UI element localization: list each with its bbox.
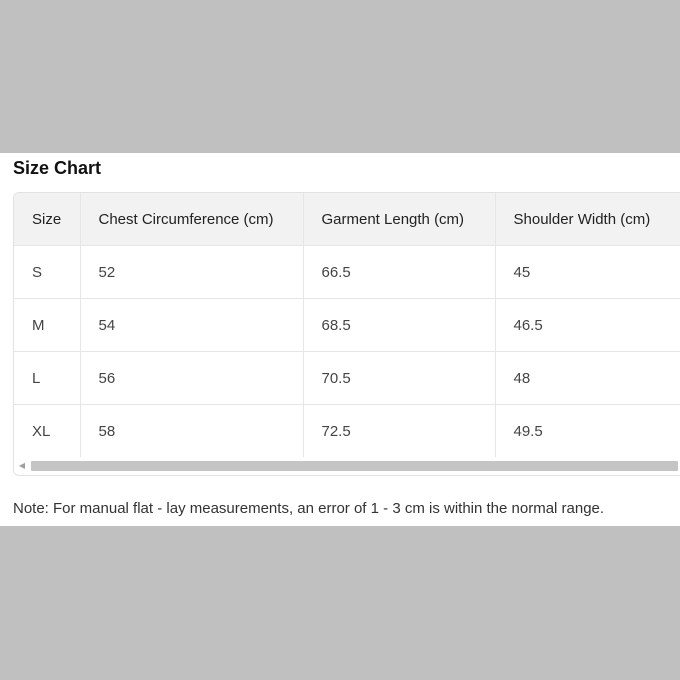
cell-shoulder: 46.5 <box>495 299 680 352</box>
cell-length: 72.5 <box>303 405 495 458</box>
table-row <box>14 299 680 352</box>
cell-size: S <box>14 246 80 299</box>
size-table <box>14 193 680 457</box>
header-garment-length: Garment Length (cm) <box>303 193 495 246</box>
cell-shoulder: 45 <box>495 246 680 299</box>
cell-length: 70.5 <box>303 352 495 405</box>
cell-chest: 56 <box>80 352 303 405</box>
size-table-container[interactable] <box>13 192 680 476</box>
table-header-row <box>14 193 680 246</box>
cell-length: 68.5 <box>303 299 495 352</box>
cell-shoulder: 48 <box>495 352 680 405</box>
header-size: Size <box>14 193 80 246</box>
cell-size: XL <box>14 405 80 458</box>
horizontal-scrollbar[interactable] <box>14 459 680 473</box>
table-row <box>14 246 680 299</box>
header-chest-circumference: Chest Circumference (cm) <box>80 193 303 246</box>
scroll-left-arrow-icon[interactable]: ◀ <box>18 461 26 470</box>
cell-length: 66.5 <box>303 246 495 299</box>
cell-chest: 54 <box>80 299 303 352</box>
table-row <box>14 405 680 458</box>
table-row <box>14 352 680 405</box>
header-shoulder-width: Shoulder Width (cm) <box>495 193 680 246</box>
cell-size: L <box>14 352 80 405</box>
cell-shoulder: 49.5 <box>495 405 680 458</box>
measurement-note: Note: For manual flat - lay measurements, an error of 1 - 3 cm is within the normal range. <box>13 500 605 517</box>
size-chart-title: Size Chart <box>13 158 102 178</box>
size-chart-panel <box>0 153 680 526</box>
scrollbar-thumb[interactable] <box>31 461 678 471</box>
cell-chest: 52 <box>80 246 303 299</box>
cell-chest: 58 <box>80 405 303 458</box>
cell-size: M <box>14 299 80 352</box>
